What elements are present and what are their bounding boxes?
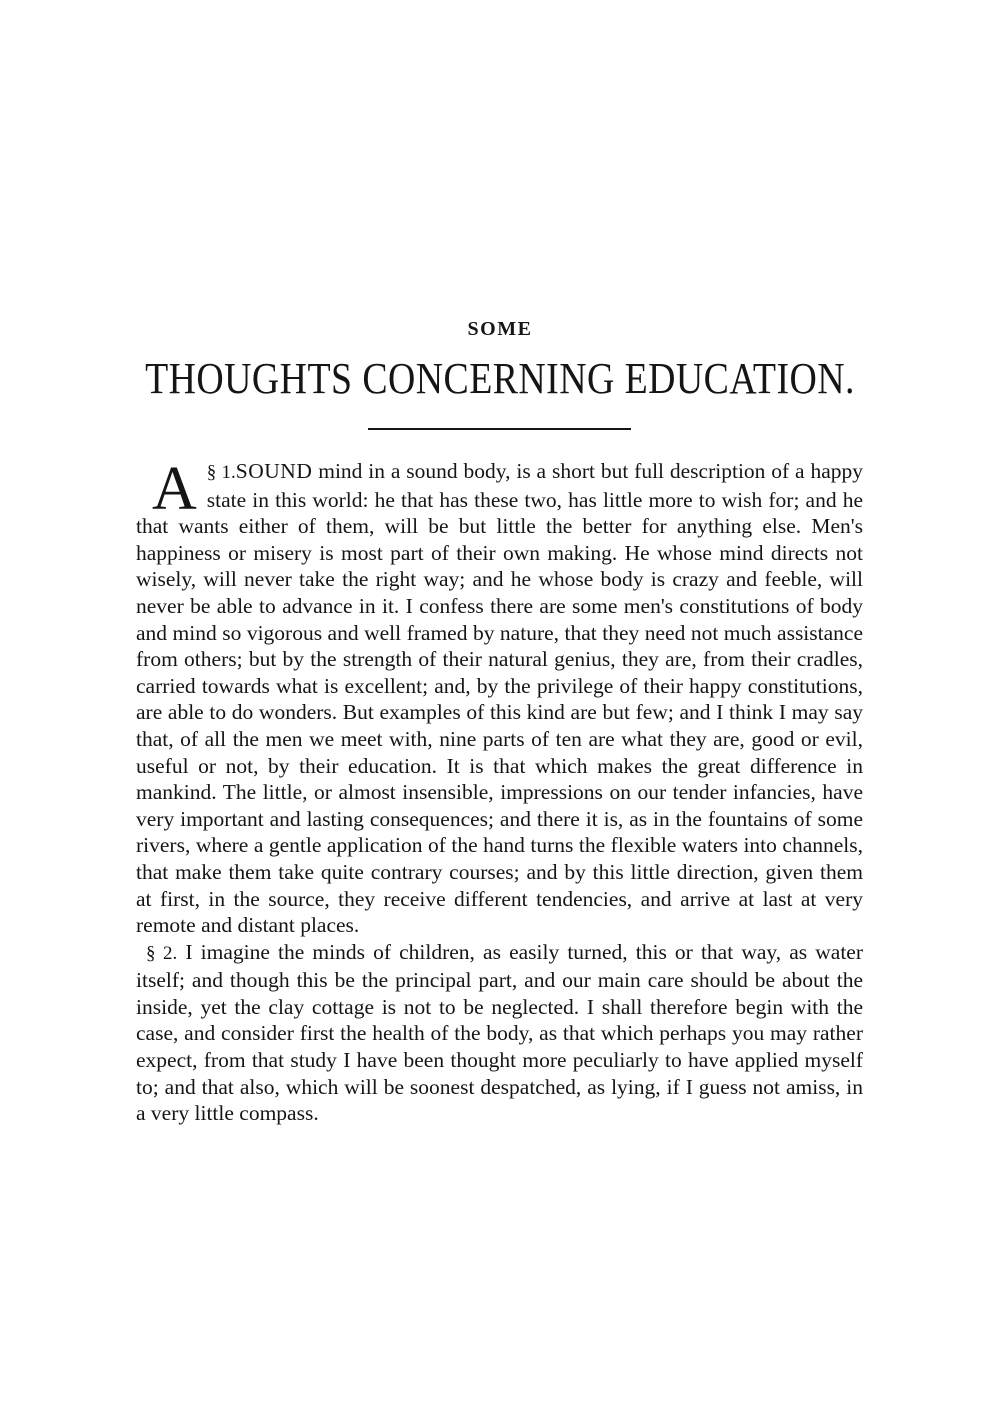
page-title: THOUGHTS CONCERNING EDUCATION. — [145, 354, 855, 403]
paragraph-section-2 — [136, 939, 863, 1127]
body-text — [136, 455, 864, 1127]
paragraph-section-1 — [136, 455, 863, 939]
paragraph-text: I imagine the minds of children, as easily turned, this or that way, as water itself; and though this be the principal part, and our main care should be about the inside, yet the clay cottage is not to be neglected. I shall therefore begin with the case, and consider first the health of the body, as that which perhaps you may rather expect, from that study I have been thought more peculiarly to have applied myself to; and that also, which will be soonest despatched, as lying, if I guess not amiss, in a very little compass. — [136, 939, 864, 1126]
drop-cap: A — [152, 455, 197, 523]
title-divider — [368, 428, 631, 430]
paragraph-text: mind in a sound body, is a short but full description of a happy state in this world: he that has these two, has little more to wish for; and he that wants either of them, will be but little the better for anything else. Men's happiness or misery is most part of their own making. He whose mind directs not wisely, will never take the right way; and he whose body is crazy and feeble, will never be able to advance in it. I confess there are some men's constitutions of body and mind so vigorous and well framed by nature, that they need not much assistance from others; but by the strength of their natural genius, they are, from their cradles, carried towards what is excellent; and, by the privilege of their happy constitutions, are able to do wonders. But examples of this kind are but few; and I think I may say that, of all the men we meet with, nine parts of ten are what they are, good or evil, useful or not, by their education. It is that which makes the great difference in mankind. The little, or almost insensible, impressions on our tender infancies, have very important and lasting consequences; and there it is, as in the fountains of some rivers, where a gentle application of the hand turns the flexible waters into channels, that make them take quite contrary courses; and by this little direction, given them at first, in the source, they receive different tendencies, and arrive at last at very remote and distant places. — [136, 459, 863, 938]
paragraph-lead: SOUND — [235, 459, 313, 483]
page-supertitle: SOME — [467, 318, 533, 340]
section-mark: § 1. — [206, 462, 236, 483]
section-mark: § 2. — [146, 942, 178, 964]
